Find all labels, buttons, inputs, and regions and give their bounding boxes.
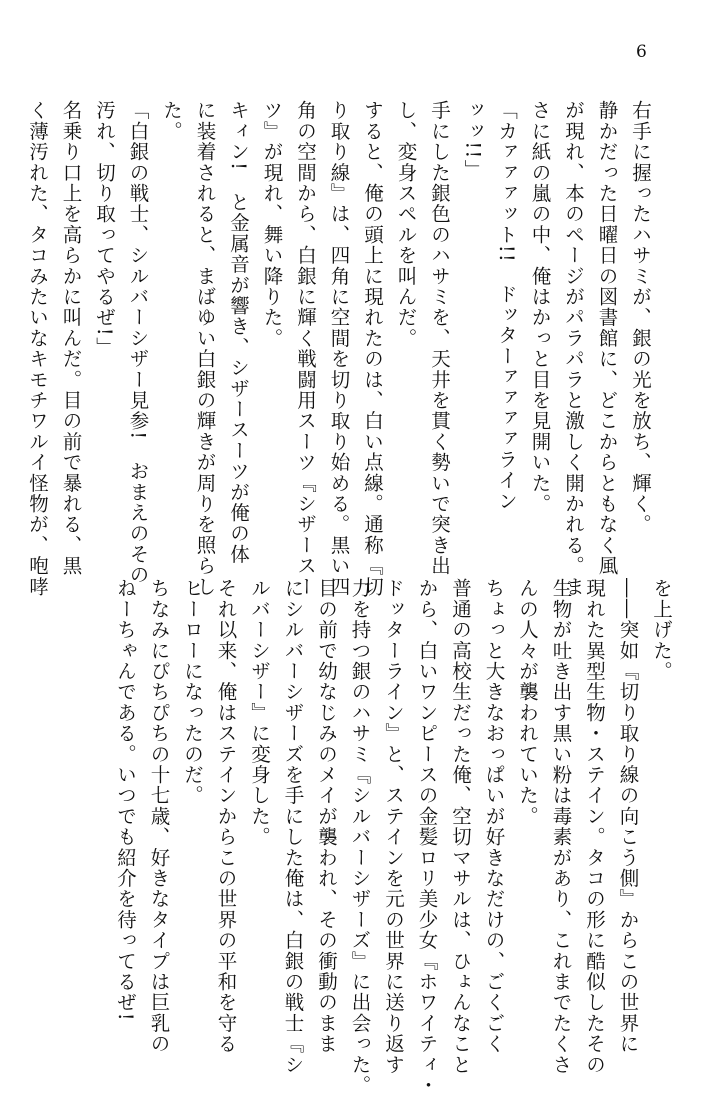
text-line: 生物が吐き出す黒い粉は毒素があり、これまでたくさ	[549, 578, 573, 1075]
text-line: ちょっと大きなおっぱいが好きなだけの、ごくごく	[482, 578, 506, 1055]
text-line: た。	[160, 100, 183, 142]
text-line: んの人々が襲われていた。	[516, 578, 539, 827]
text-line: し、変身スペルを叫んだ。	[394, 100, 418, 349]
text-line: ヒーローになったのだ。	[181, 578, 204, 806]
text-line: を上げた。	[650, 578, 673, 682]
text-line: 「白銀の戦士、シルバーシザー見参! おまえのその	[126, 100, 150, 586]
text-line: り取り線』は、四角に空間を切り取り始める。黒い四	[327, 100, 351, 597]
text-line: に装着されると、まばゆい白銀の輝きが周りを照らし	[193, 100, 217, 597]
text-line: さに紙の嵐の中、俺はかっと目を見開いた。	[528, 100, 552, 514]
text-line: ちなみにぴちぴちの十七歳、好きなタイプは巨乳の	[147, 578, 171, 1055]
text-line: 汚れ、切り取ってやるぜ!」	[93, 100, 116, 358]
text-line: キィン! と金属音が響き、シザースーツが俺の体	[227, 100, 250, 565]
text-line: く薄汚れた、タコみたいなキモチワルイ怪物が、咆哮	[26, 100, 49, 597]
text-line: 力を持つ銀のハサミ『シルバーシザーズ』に出会った。	[348, 578, 372, 1096]
text-line: 名乗り口上を高らかに叫んだ。目の前で暴れる、黒	[59, 100, 83, 577]
text-line: ツ』が現れ、舞い降りた。	[260, 100, 284, 349]
text-line: から、白いワンピースの金髪ロリ美少女『ホワイティ・	[415, 578, 439, 1096]
text-line: 右手に握ったハサミが、銀の光を放ち、輝く。	[629, 100, 652, 535]
text-line: 角の空間から、白銀に輝く戦闘用スーツ『シザースー	[294, 100, 317, 597]
text-line: 目の前で幼なじみのメイが襲われ、その衝動のまま	[315, 578, 338, 1055]
text-line: それ以来、俺はステインからこの世界の平和を守る	[214, 578, 238, 1055]
page-number: 6	[636, 42, 647, 62]
text-line: 普通の高校生だった俺、空切マサルは、ひょんなこと	[449, 578, 472, 1075]
text-line: ドッターライン』と、ステインを元の世界に送り返す	[382, 578, 405, 1075]
text-line: すると、俺の頭上に現れたのは、白い点線。通称『切	[361, 100, 384, 597]
upper-text-block	[21, 100, 658, 597]
text-line: ッッ!!」	[461, 100, 485, 181]
text-line: にシルバーシザーズを手にした俺は、白銀の戦士『シ	[281, 578, 305, 1075]
text-line: ねーちゃんである。いつでも紹介を待ってるぜ!	[114, 578, 137, 1022]
text-line: が現れ、本のページがパラパラと激しく開かれる。ま	[562, 100, 585, 597]
text-line: 手にした銀色のハサミを、天井を貫く勢いで突き出	[428, 100, 451, 577]
text-line: 「カァァァット!! ドッターァァァァライン	[495, 100, 518, 512]
text-line: 現れた異型生物・ステイン。タコの形に酷似したその	[583, 578, 606, 1075]
text-line: ――突如『切り取り線の向こう側』からこの世界に	[616, 578, 640, 1055]
text-line: ルバーシザー』に変身した。	[248, 578, 271, 848]
lower-text-block	[109, 578, 679, 1096]
text-line: 静かだった日曜日の図書館に、どこからともなく風	[595, 100, 619, 577]
